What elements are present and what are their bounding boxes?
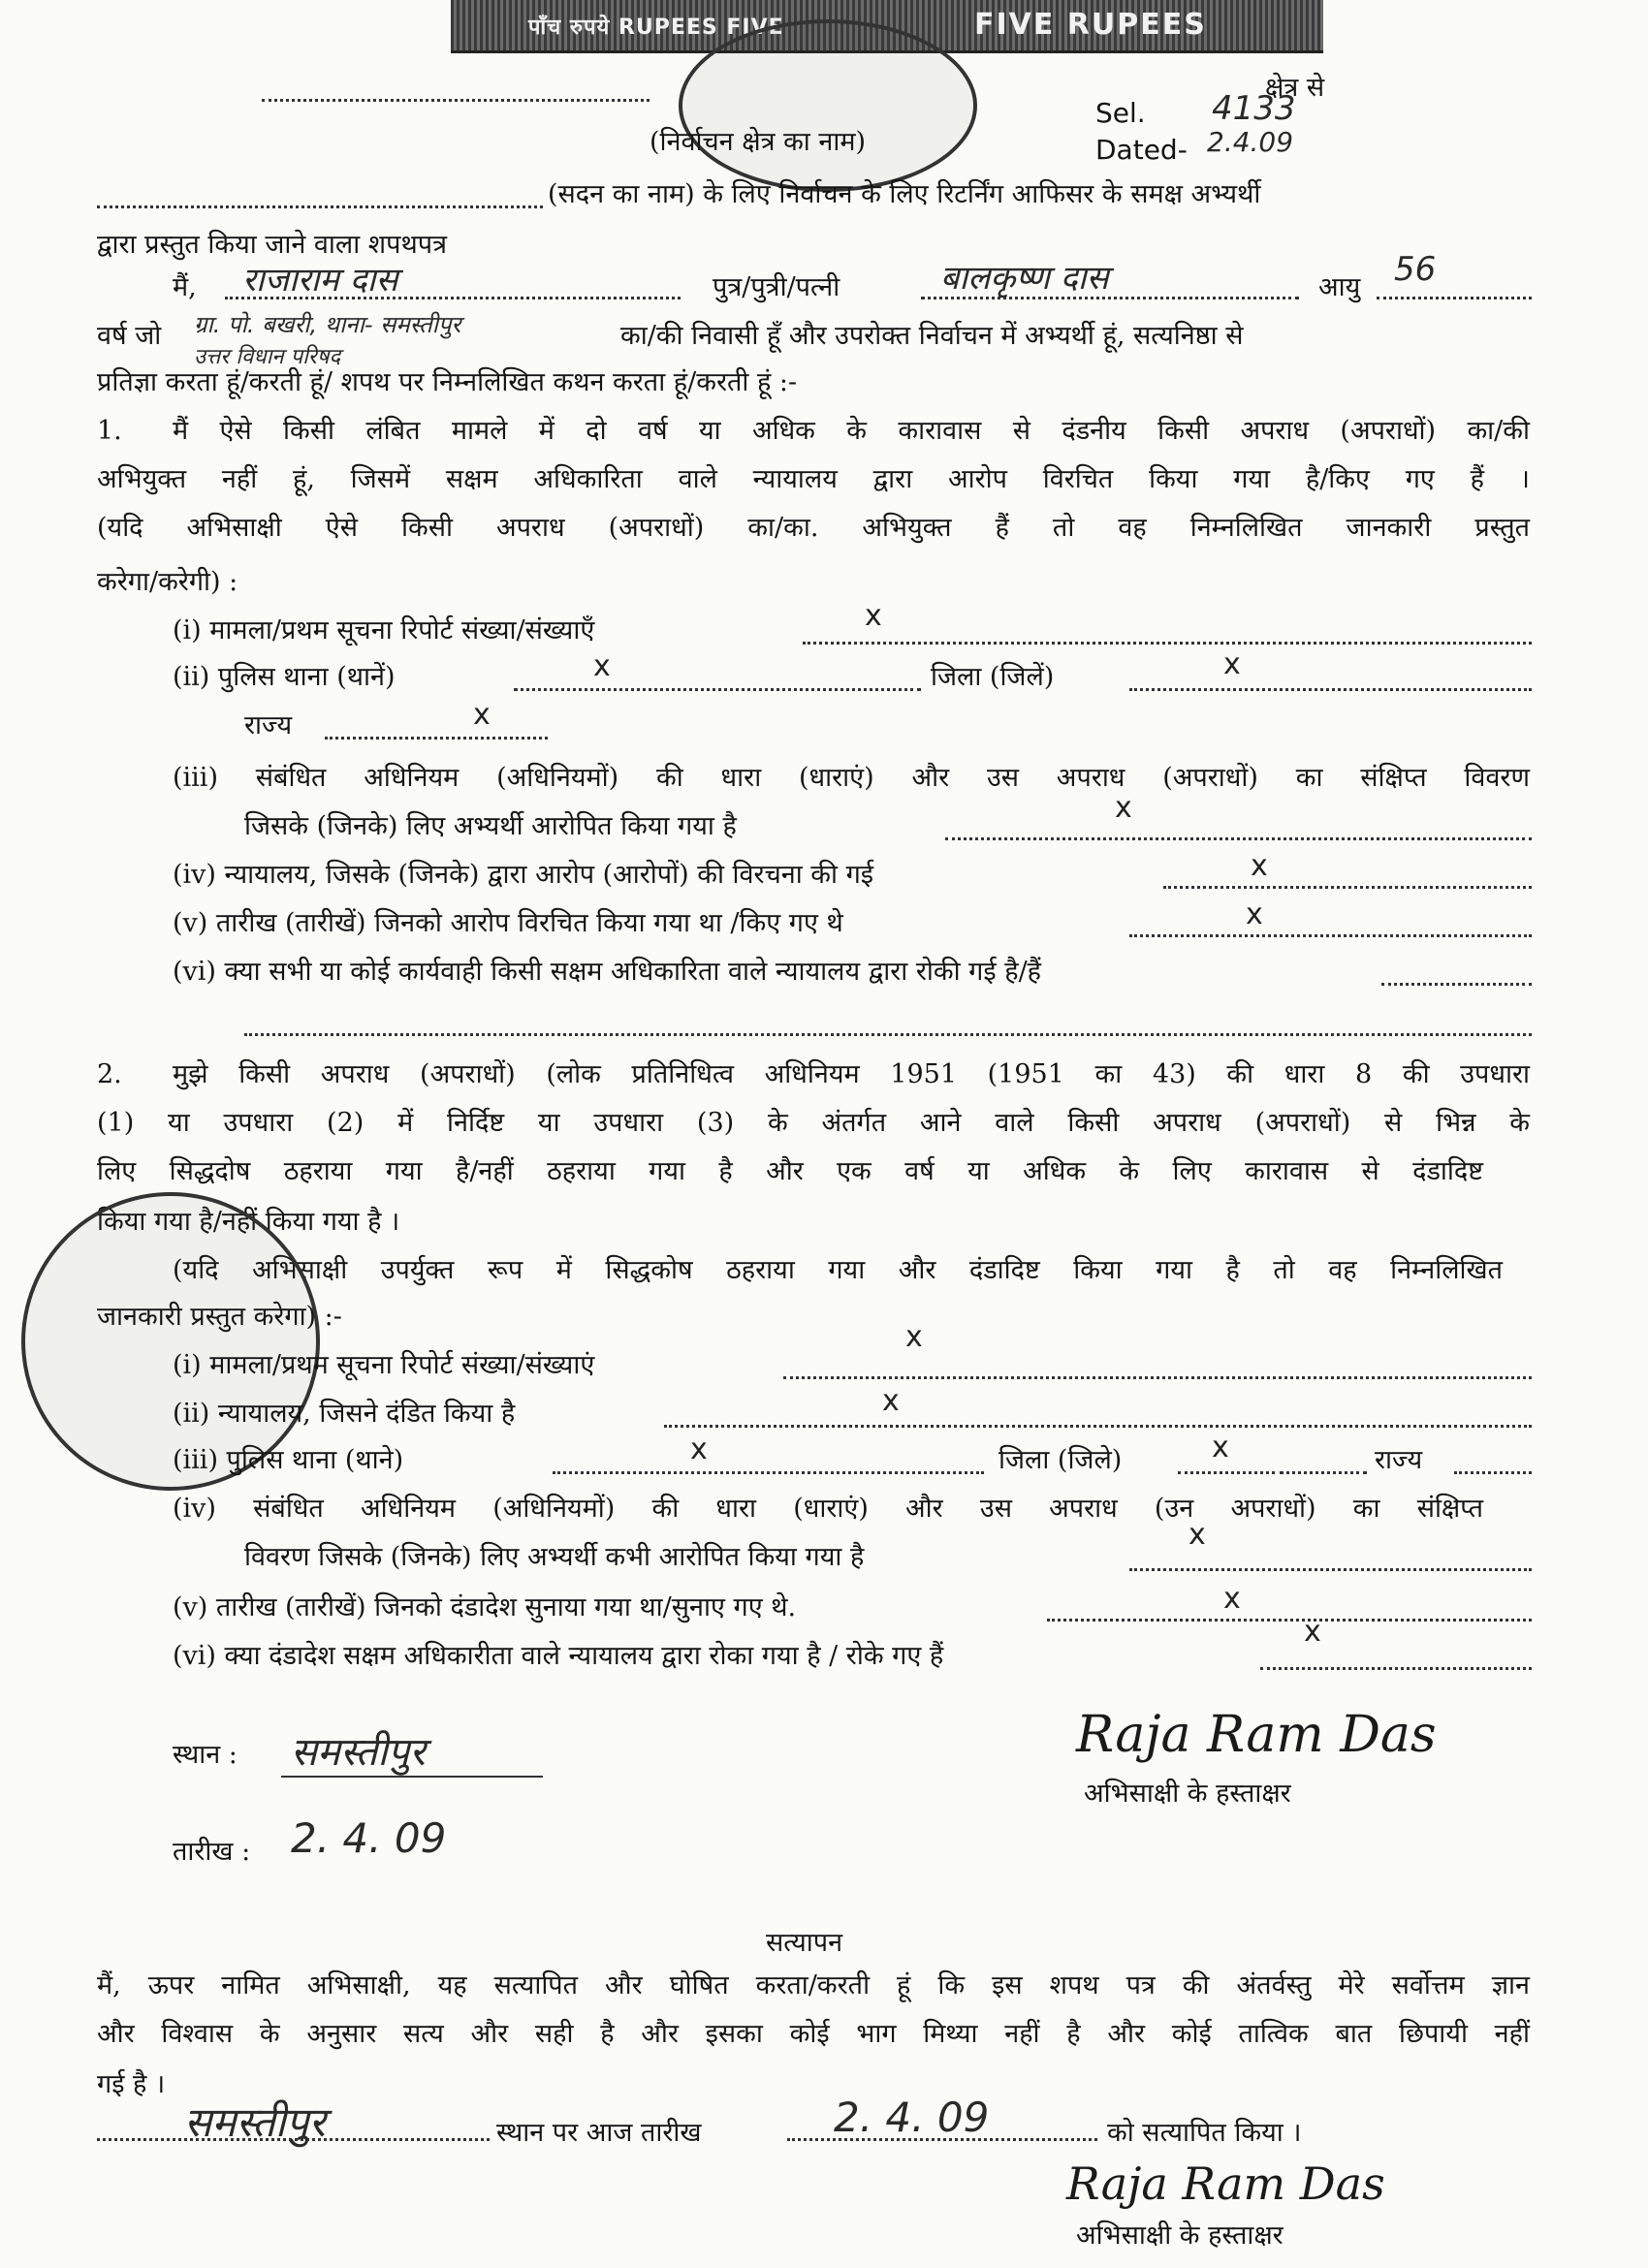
s2-item-vi: (vi) क्या दंडादेश सक्षम अधिकारीता वाले न्यायालय द्वारा रोका गया है / रोके गए हैं	[173, 1641, 944, 1671]
s2-ii-cross: x	[882, 1384, 900, 1418]
s1-vi-blank-2	[244, 1033, 1532, 1036]
s1-ii-cross: x	[593, 649, 611, 683]
s1-iv-cross: x	[1251, 849, 1268, 883]
s1-ii-state-blank	[325, 737, 548, 740]
father-name: बालकृष्ण दास	[940, 259, 1109, 298]
serial-label: Sel.	[1095, 97, 1146, 129]
intro-line-2-end: का/की निवासी हूँ और उपरोक्त निर्वाचन में अभ्यर्थी हूं, सत्यनिष्ठा से	[620, 321, 1244, 351]
section2-number: 2.	[97, 1059, 122, 1089]
section1-p4: करेगा/करेगी) :	[97, 567, 238, 597]
age-label: आयु	[1318, 272, 1361, 302]
relation-label: पुत्र/पुत्री/पत्नी	[713, 272, 840, 302]
header-line-1: (निर्वाचन क्षेत्र का नाम)	[650, 127, 867, 157]
s2-iii-state-lead	[1280, 1471, 1367, 1474]
s2-i-blank	[783, 1376, 1532, 1379]
house-blank	[97, 205, 543, 208]
s1-iii-cross: x	[1115, 791, 1132, 825]
verification-date-value: 2. 4. 09	[834, 2094, 990, 2141]
s2-v-cross: x	[1223, 1582, 1241, 1616]
verification-title: सत्यापन	[766, 1928, 843, 1958]
s1-item-v: (v) तारीख (तारीखें) जिनको आरोप विरचित किया गया था /किए गए थे	[173, 908, 843, 938]
section1-p1: मैं ऐसे किसी लंबित मामले में दो वर्ष या अधिक के कारावास से दंडनीय किसी अपराध (अपराधों) का/की	[173, 416, 1530, 446]
s2-iii-cross: x	[690, 1433, 708, 1466]
verification-signature-caption: अभिसाक्षी के हस्ताक्षर	[1076, 2221, 1284, 2251]
s2-v-blank	[1047, 1619, 1532, 1622]
constituency-suffix: क्षेत्र से	[1265, 73, 1325, 103]
dated-label: Dated-	[1095, 134, 1188, 166]
s1-i-blank	[803, 642, 1532, 645]
verification-p3: गई है ।	[97, 2069, 166, 2099]
constituency-blank	[262, 99, 650, 102]
s1-item-iii-a: (iii) संबंधित अधिनियम (अधिनियमों) की धारा (धाराएं) और उस अपराध (अपराधों) का संक्षिप्त विवरण	[173, 763, 1530, 793]
deponent-name: राजाराम दास	[242, 261, 398, 299]
s1-v-cross: x	[1246, 898, 1263, 931]
s2-item-iv-a: (iv) संबंधित अधिनियम (अधिनियमों) की धारा (धाराएं) और उस अपराध (उन अपराधों) का संक्षिप्त	[173, 1494, 1484, 1524]
verification-place-value: समस्तीपुर	[184, 2098, 326, 2146]
s1-i-cross: x	[865, 599, 882, 633]
section1-number: 1.	[97, 416, 122, 446]
stamp-text-left: पाँच रुपये RUPEES FIVE	[528, 16, 784, 40]
section1-p2: अभियुक्त नहीं हूं, जिसमें सक्षम अधिकारिता वाले न्यायालय द्वारा आरोप विरचित किया गया है/किए गए हैं ।	[97, 464, 1530, 494]
s1-item-i: (i) मामला/प्रथम सूचना रिपोर्ट संख्या/संख्याएँ	[173, 615, 595, 646]
s2-iv-cross: x	[1188, 1518, 1206, 1552]
section2-p1: मुझे किसी अपराध (अपराधों) (लोक प्रतिनिधित्व अधिनियम 1951 (1951 का 43) की धारा 8 की उपधारा	[173, 1059, 1530, 1089]
serial-value: 4133	[1212, 89, 1296, 128]
s1-ii-blank	[514, 688, 921, 691]
s2-iii-blank	[553, 1471, 984, 1474]
s1-ii-district-cross: x	[1223, 647, 1241, 681]
section2-p4: किया गया है/नहीं किया गया है ।	[97, 1207, 400, 1237]
section1-p3: (यदि अभिसाक्षी ऐसे किसी अपराध (अपराधों) का/का. अभियुक्त हैं तो वह निम्नलिखित जानकारी प्रस्तुत	[97, 513, 1530, 543]
s2-ii-blank	[664, 1425, 1532, 1428]
verification-mid: स्थान पर आज तारीख	[496, 2118, 702, 2148]
footer-signature: Raja Ram Das	[1076, 1706, 1437, 1764]
s2-vi-cross: x	[1304, 1615, 1321, 1649]
verification-end: को सत्यापित किया ।	[1107, 2118, 1302, 2148]
intro-line-2-start: वर्ष जो	[97, 321, 162, 351]
dated-value: 2.4.09	[1207, 126, 1294, 158]
s1-item-iv: (iv) न्यायालय, जिसके (जिनके) द्वारा आरोप (आरोपों) की विरचना की गई	[173, 860, 874, 890]
footer-date-label: तारीख :	[173, 1837, 251, 1867]
verification-signature: Raja Ram Das	[1066, 2158, 1385, 2210]
stamp-text-right: FIVE RUPEES	[974, 8, 1207, 42]
s2-item-iii: (iii) पुलिस थाना (थाने)	[173, 1445, 404, 1475]
s2-vi-blank	[1260, 1667, 1532, 1670]
s1-v-blank	[1129, 934, 1532, 937]
s1-ii-state: राज्य	[244, 710, 293, 740]
s2-item-v: (v) तारीख (तारीखें) जिनको दंडादेश सुनाया गया था/सुनाए गए थे.	[173, 1592, 797, 1622]
s2-item-i: (i) मामला/प्रथम सूचना रिपोर्ट संख्या/संख्याएं	[173, 1350, 595, 1380]
s1-iii-blank	[945, 837, 1532, 840]
s2-iii-district-blank	[1178, 1471, 1275, 1474]
s2-iii-state: राज्य	[1375, 1445, 1423, 1475]
section2-p2: (1) या उपधारा (2) में निर्दिष्ट या उपधारा (3) के अंतर्गत आने वाले किसी अपराध (अपराधों) से भिन्न के	[97, 1108, 1530, 1138]
address-hand: ग्रा. पो. बखरी, थाना- समस्तीपुर	[194, 311, 461, 338]
verification-p1: मैं, ऊपर नामित अभिसाक्षी, यह सत्यापित और घोषित करता/करती हूं कि इस शपथ पत्र की अंतर्वस्तु मेरे सर्वोत्तम ज्ञान	[97, 1970, 1530, 2000]
s1-item-iii-b: जिसके (जिनके) लिए अभ्यर्थी आरोपित किया गया है	[244, 811, 737, 841]
s2-iii-district-cross: x	[1212, 1431, 1229, 1465]
s2-iii-state-blank	[1454, 1471, 1532, 1474]
s2-i-cross: x	[905, 1320, 923, 1354]
s1-item-vi: (vi) क्या सभी या कोई कार्यवाही किसी सक्षम अधिकारिता वाले न्यायालय द्वारा रोकी गई है/हैं	[173, 957, 1041, 987]
header-line-2: (सदन का नाम) के लिए निर्वाचन के लिए रिटर्निंग आफिसर के समक्ष अभ्यर्थी	[548, 179, 1261, 209]
place-underline	[281, 1776, 543, 1778]
age-blank	[1377, 297, 1532, 299]
age-value: 56	[1394, 250, 1437, 289]
s2-item-ii: (ii) न्यायालय, जिसने दंडित किया है	[173, 1399, 516, 1429]
footer-place-value: समस्तीपुर	[291, 1730, 426, 1775]
s1-ii-district: जिला (जिलें)	[931, 662, 1055, 692]
footer-signature-caption: अभिसाक्षी के हस्ताक्षर	[1084, 1779, 1291, 1809]
s2-iv-blank	[1129, 1568, 1532, 1571]
s1-ii-district-blank	[1129, 688, 1532, 691]
verification-p2: और विश्वास के अनुसार सत्य और सही है और इसका कोई भाग मिथ्या नहीं है और कोई तात्विक बात छिपायी नहीं	[97, 2019, 1530, 2049]
header-line-3: द्वारा प्रस्तुत किया जाने वाला शपथपत्र	[97, 230, 447, 260]
s1-ii-state-cross: x	[473, 698, 491, 732]
footer-place-label: स्थान :	[173, 1740, 238, 1770]
court-seal-top	[679, 19, 977, 192]
s1-iv-blank	[1163, 886, 1532, 889]
s2-item-iv-b: विवरण जिसके (जिनके) लिए अभ्यर्थी कभी आरोपित किया गया है	[244, 1542, 865, 1572]
s2-iii-district: जिला (जिले)	[998, 1445, 1123, 1475]
section2-p5: (यदि अभिसाक्षी उपर्युक्त रूप में सिद्धकोष ठहराया गया और दंडादिष्ट किया गया है तो वह निम्नलिखित	[173, 1255, 1503, 1285]
section2-p3: लिए सिद्धदोष ठहराया गया है/नहीं ठहराया गया है और एक वर्ष या अधिक के लिए कारावास से दंडादिष्ट	[97, 1156, 1483, 1186]
intro-line-3: प्रतिज्ञा करता हूं/करती हूं/ शपथ पर निम्नलिखित कथन करता हूं/करती हूं :-	[97, 367, 798, 397]
intro-main-prefix: मैं,	[173, 272, 197, 302]
section2-p6: जानकारी प्रस्तुत करेगा) :-	[97, 1302, 342, 1332]
s1-item-ii: (ii) पुलिस थाना (थानें)	[173, 662, 396, 692]
footer-date-value: 2. 4. 09	[291, 1814, 447, 1862]
s1-vi-blank	[1381, 983, 1532, 986]
address-hand-2: उत्तर विधान परिषद	[194, 345, 341, 369]
